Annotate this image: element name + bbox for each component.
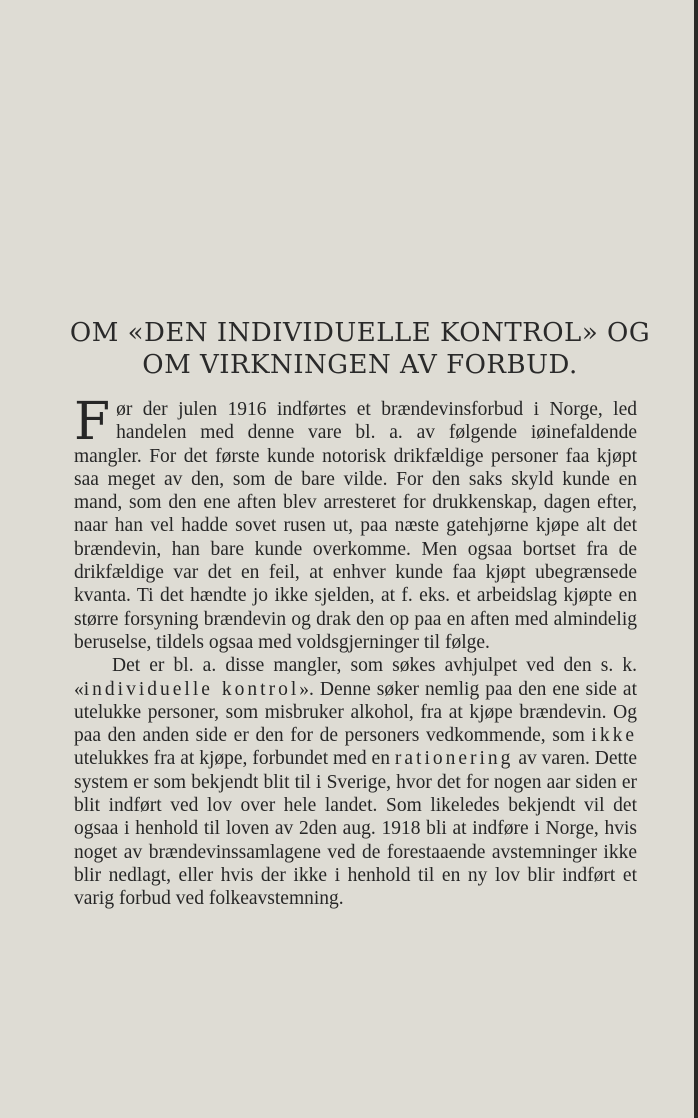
emphasis-rationering: rationering xyxy=(394,748,514,770)
emphasis-individual-control: individuelle kontrol xyxy=(83,678,300,700)
paragraph-1-text: ør der julen 1916 indførtes et brændevinsforbud i Norge, led handelen med denne vare bl. a. av følgende iøinefaldende mangler. For det første kunde notorisk drikfældige personer faa kjøpt saa meget av den, som de bare vilde. For den saks skyld kunde en mand, som den ene aften blev arresteret for drukkenskap, dagen efter, naar han vel hadde sovet rusen ut, paa næste gatehjørne kjøpe alt det brændevin, han bare kunde overkomme. Men ogsaa bortset fra de drikfældige var det en feil, at enhver kunde faa kjøpt ubegrænsede kvanta. Ti det hændte jo ikke sjelden, at f. eks. et arbeidslag kjøpte en større forsyning brændevin og drak den op paa en aften med almindelig beruselse, tildels ogsaa med voldsgjerninger til følge. xyxy=(74,399,637,653)
chapter-title-line-1: OM «DEN INDIVIDUELLE KONTROL» OG xyxy=(69,318,651,348)
paragraph-1 xyxy=(74,392,637,654)
paragraph-2-part-4: av varen. Dette system er som bekjendt blit til i Sverige, hvor det for nogen aar siden er blit indført ved lov over hele landet. Som likeledes bekjendt vil det ogsaa i henhold til loven av 2den aug. 1918 bli at indføre i Norge, hvis noget av brændevinssamlagene ved de forestaaende avstemninger ikke blir nedlagt, eller hvis der ikke i henhold til en ny lov blir indført et varig forbud ved folkeavstemning. xyxy=(74,748,638,910)
paragraph-2 xyxy=(74,654,637,910)
page-edge xyxy=(694,0,698,1118)
paragraph-2-part-2: ». Denne søker nemlig paa den ene side at utelukke personer, som misbruker alkohol, fra at kjøpe brændevin. Og paa den anden side er den for de personers vedkommende, som xyxy=(74,678,637,747)
emphasis-ikke: ikke xyxy=(591,725,637,747)
paragraph-2-part-1: Det er bl. a. disse mangler, som søkes avhjulpet ved den s. k. « xyxy=(74,655,637,700)
drop-cap: F xyxy=(74,392,111,452)
paragraph-2-part-3: utelukkes fra at kjøpe, forbundet med en xyxy=(74,748,395,770)
body-text xyxy=(74,392,638,911)
chapter-title-line-2: OM VIRKNINGEN AV FORBUD. xyxy=(142,350,578,380)
